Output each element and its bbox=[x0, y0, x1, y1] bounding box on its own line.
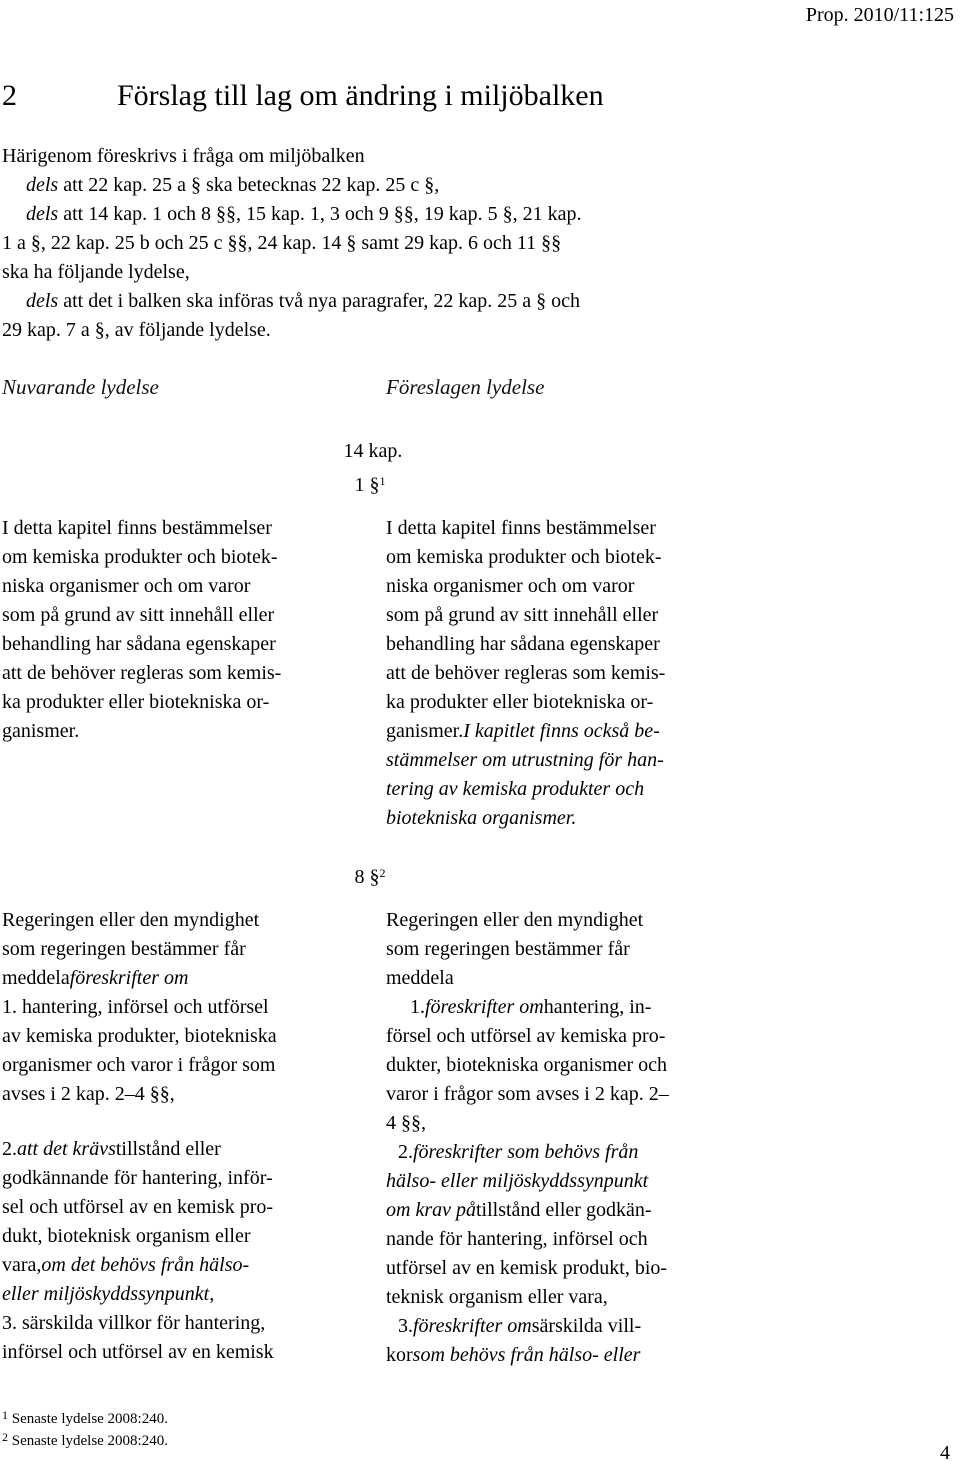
text-line: avses i 2 kap. 2–4 §§, bbox=[2, 1083, 175, 1105]
text-line: sel och utförsel av en kemisk pro- bbox=[2, 1196, 274, 1218]
section-number: 2 bbox=[2, 79, 17, 112]
text-line: att de behöver regleras som kemis- bbox=[2, 662, 282, 684]
text-line-amended: biotekniska organismer. bbox=[386, 807, 577, 829]
text-line: om kemiska produkter och biotek- bbox=[386, 546, 662, 568]
text-line: behandling har sådana egenskaper bbox=[2, 633, 276, 655]
text-line bbox=[386, 1138, 743, 1167]
sec8-current-text bbox=[2, 906, 359, 1367]
intro-line bbox=[2, 287, 762, 316]
text-line: teknisk organism eller vara, bbox=[386, 1286, 608, 1308]
dels-word: dels bbox=[26, 203, 59, 225]
chapter-label: 14 kap. bbox=[343, 440, 403, 462]
text-line: ganismer. bbox=[2, 720, 80, 742]
dels-word: dels bbox=[26, 174, 59, 196]
section-8-label bbox=[340, 864, 400, 890]
text-amended: föreskrifter om bbox=[425, 996, 544, 1018]
text-line-amended: hälso- eller miljöskyddssynpunkt bbox=[386, 1170, 649, 1192]
text-line bbox=[386, 1312, 743, 1341]
prop-reference: Prop. 2010/11:125 bbox=[805, 4, 954, 26]
text-line: niska organismer och om varor bbox=[2, 575, 251, 597]
text-amended: föreskrifter om bbox=[413, 1315, 532, 1337]
dels-word: dels bbox=[26, 290, 59, 312]
text-line: att de behöver regleras som kemis- bbox=[386, 662, 666, 684]
text-amended: om krav på bbox=[386, 1199, 476, 1221]
text-amended: eller miljöskyddssynpunkt bbox=[2, 1283, 210, 1305]
footnote-text: Senaste lydelse 2008:240. bbox=[8, 1411, 168, 1427]
sec1-current-text bbox=[2, 514, 359, 746]
text-line: försel och utförsel av kemiska pro- bbox=[386, 1025, 666, 1047]
text-amended: I kapitlet finns också be- bbox=[463, 720, 660, 742]
spacer bbox=[2, 1109, 359, 1135]
footnote-number: 1 bbox=[2, 1408, 8, 1422]
text-amended: att det krävs bbox=[17, 1138, 116, 1160]
footnote-text: Senaste lydelse 2008:240. bbox=[8, 1433, 168, 1449]
text-plain: 2. bbox=[398, 1141, 413, 1163]
text-plain: kor bbox=[386, 1344, 413, 1366]
text-line bbox=[386, 1341, 743, 1370]
text-line: varor i frågor som avses i 2 kap. 2– bbox=[386, 1083, 669, 1105]
text-plain: , bbox=[209, 1283, 215, 1305]
text-plain: meddela bbox=[2, 967, 70, 989]
text-amended: som behövs från hälso- eller bbox=[412, 1344, 641, 1366]
text-line: som regeringen bestämmer får bbox=[2, 938, 246, 960]
text-line: dukter, biotekniska organismer och bbox=[386, 1054, 667, 1076]
text-amended: föreskrifter som behövs från bbox=[413, 1141, 639, 1163]
text-plain: tillstånd eller godkän- bbox=[475, 1199, 652, 1221]
footnote-number: 2 bbox=[2, 1430, 8, 1444]
text-line: av kemiska produkter, biotekniska bbox=[2, 1025, 277, 1047]
text-line: om kemiska produkter och biotek- bbox=[2, 546, 278, 568]
footnote-ref-1: 1 bbox=[379, 474, 386, 488]
current-wording-heading: Nuvarande lydelse bbox=[2, 375, 159, 399]
text-line bbox=[2, 1135, 359, 1164]
text-line-amended: tering av kemiska produkter och bbox=[386, 778, 645, 800]
text-line: behandling har sådana egenskaper bbox=[386, 633, 660, 655]
text-line: som regeringen bestämmer får bbox=[386, 938, 630, 960]
intro-paragraph bbox=[2, 142, 762, 345]
text-line-amended: stämmelser om utrustning för han- bbox=[386, 749, 664, 771]
section-1-text: 1 § bbox=[354, 474, 380, 496]
text-line: 4 §§, bbox=[386, 1112, 426, 1134]
sec1-proposed-text bbox=[386, 514, 743, 833]
footnote-ref-2: 2 bbox=[379, 866, 386, 880]
text-line: 1. hantering, införsel och utförsel bbox=[2, 996, 269, 1018]
text-plain: 1. bbox=[410, 996, 425, 1018]
intro-text: att 14 kap. 1 och 8 §§, 15 kap. 1, 3 och 9 §§, 19 kap. 5 §, 21 kap. bbox=[58, 203, 582, 225]
text-line bbox=[386, 717, 743, 746]
text-line: godkännande för hantering, inför- bbox=[2, 1167, 273, 1189]
text-line: som på grund av sitt innehåll eller bbox=[2, 604, 275, 626]
text-amended: om det behövs från hälso- bbox=[41, 1254, 250, 1276]
text-line: Regeringen eller den myndighet bbox=[386, 909, 644, 931]
text-line: nande för hantering, införsel och bbox=[386, 1228, 648, 1250]
text-plain: särskilda vill- bbox=[531, 1315, 642, 1337]
text-plain: 3. bbox=[398, 1315, 413, 1337]
intro-line: Härigenom föreskrivs i fråga om miljöbalken bbox=[2, 145, 365, 167]
intro-line: 29 kap. 7 a §, av följande lydelse. bbox=[2, 319, 271, 341]
text-line: niska organismer och om varor bbox=[386, 575, 635, 597]
text-line bbox=[2, 1280, 359, 1309]
intro-line: 1 a §, 22 kap. 25 b och 25 c §§, 24 kap. 14 § samt 29 kap. 6 och 11 §§ bbox=[2, 232, 562, 254]
section-8-text: 8 § bbox=[354, 866, 380, 888]
text-line: dukt, bioteknisk organism eller bbox=[2, 1225, 251, 1247]
sec8-proposed-text bbox=[386, 906, 743, 1370]
intro-line bbox=[2, 171, 762, 200]
text-line: I detta kapitel finns bestämmelser bbox=[2, 517, 272, 539]
text-plain: 2. bbox=[2, 1138, 17, 1160]
intro-text: att 22 kap. 25 a § ska betecknas 22 kap. 25 c §, bbox=[58, 174, 440, 196]
text-plain: ganismer. bbox=[386, 720, 464, 742]
text-amended: föreskrifter om bbox=[69, 967, 189, 989]
intro-text: att det i balken ska införas två nya paragrafer, 22 kap. 25 a § och bbox=[58, 290, 580, 312]
intro-line bbox=[2, 200, 762, 229]
text-line: ka produkter eller biotekniska or- bbox=[2, 691, 270, 713]
section-heading bbox=[2, 78, 604, 114]
text-line: Regeringen eller den myndighet bbox=[2, 909, 260, 931]
text-plain: hantering, in- bbox=[543, 996, 652, 1018]
section-1-label bbox=[340, 472, 400, 498]
intro-line: ska ha följande lydelse, bbox=[2, 261, 190, 283]
page-number: 4 bbox=[940, 1442, 950, 1464]
footnote bbox=[2, 1408, 168, 1430]
footnotes bbox=[2, 1408, 168, 1452]
footnote bbox=[2, 1430, 168, 1452]
text-line bbox=[2, 964, 359, 993]
text-plain: tillstånd eller bbox=[115, 1138, 221, 1160]
text-line: organismer och varor i frågor som bbox=[2, 1054, 276, 1076]
text-line: I detta kapitel finns bestämmelser bbox=[386, 517, 656, 539]
text-line: som på grund av sitt innehåll eller bbox=[386, 604, 659, 626]
text-plain: vara, bbox=[2, 1254, 42, 1276]
text-line: meddela bbox=[386, 967, 454, 989]
proposed-wording-heading: Föreslagen lydelse bbox=[386, 375, 545, 399]
text-line: ka produkter eller biotekniska or- bbox=[386, 691, 654, 713]
section-title: Förslag till lag om ändring i miljöbalken bbox=[117, 79, 604, 112]
text-line: 3. särskilda villkor för hantering, bbox=[2, 1312, 266, 1334]
text-line bbox=[386, 993, 743, 1022]
text-line: införsel och utförsel av en kemisk bbox=[2, 1341, 274, 1363]
text-line bbox=[2, 1251, 359, 1280]
text-line: utförsel av en kemisk produkt, bio- bbox=[386, 1257, 668, 1279]
text-line bbox=[386, 1196, 743, 1225]
